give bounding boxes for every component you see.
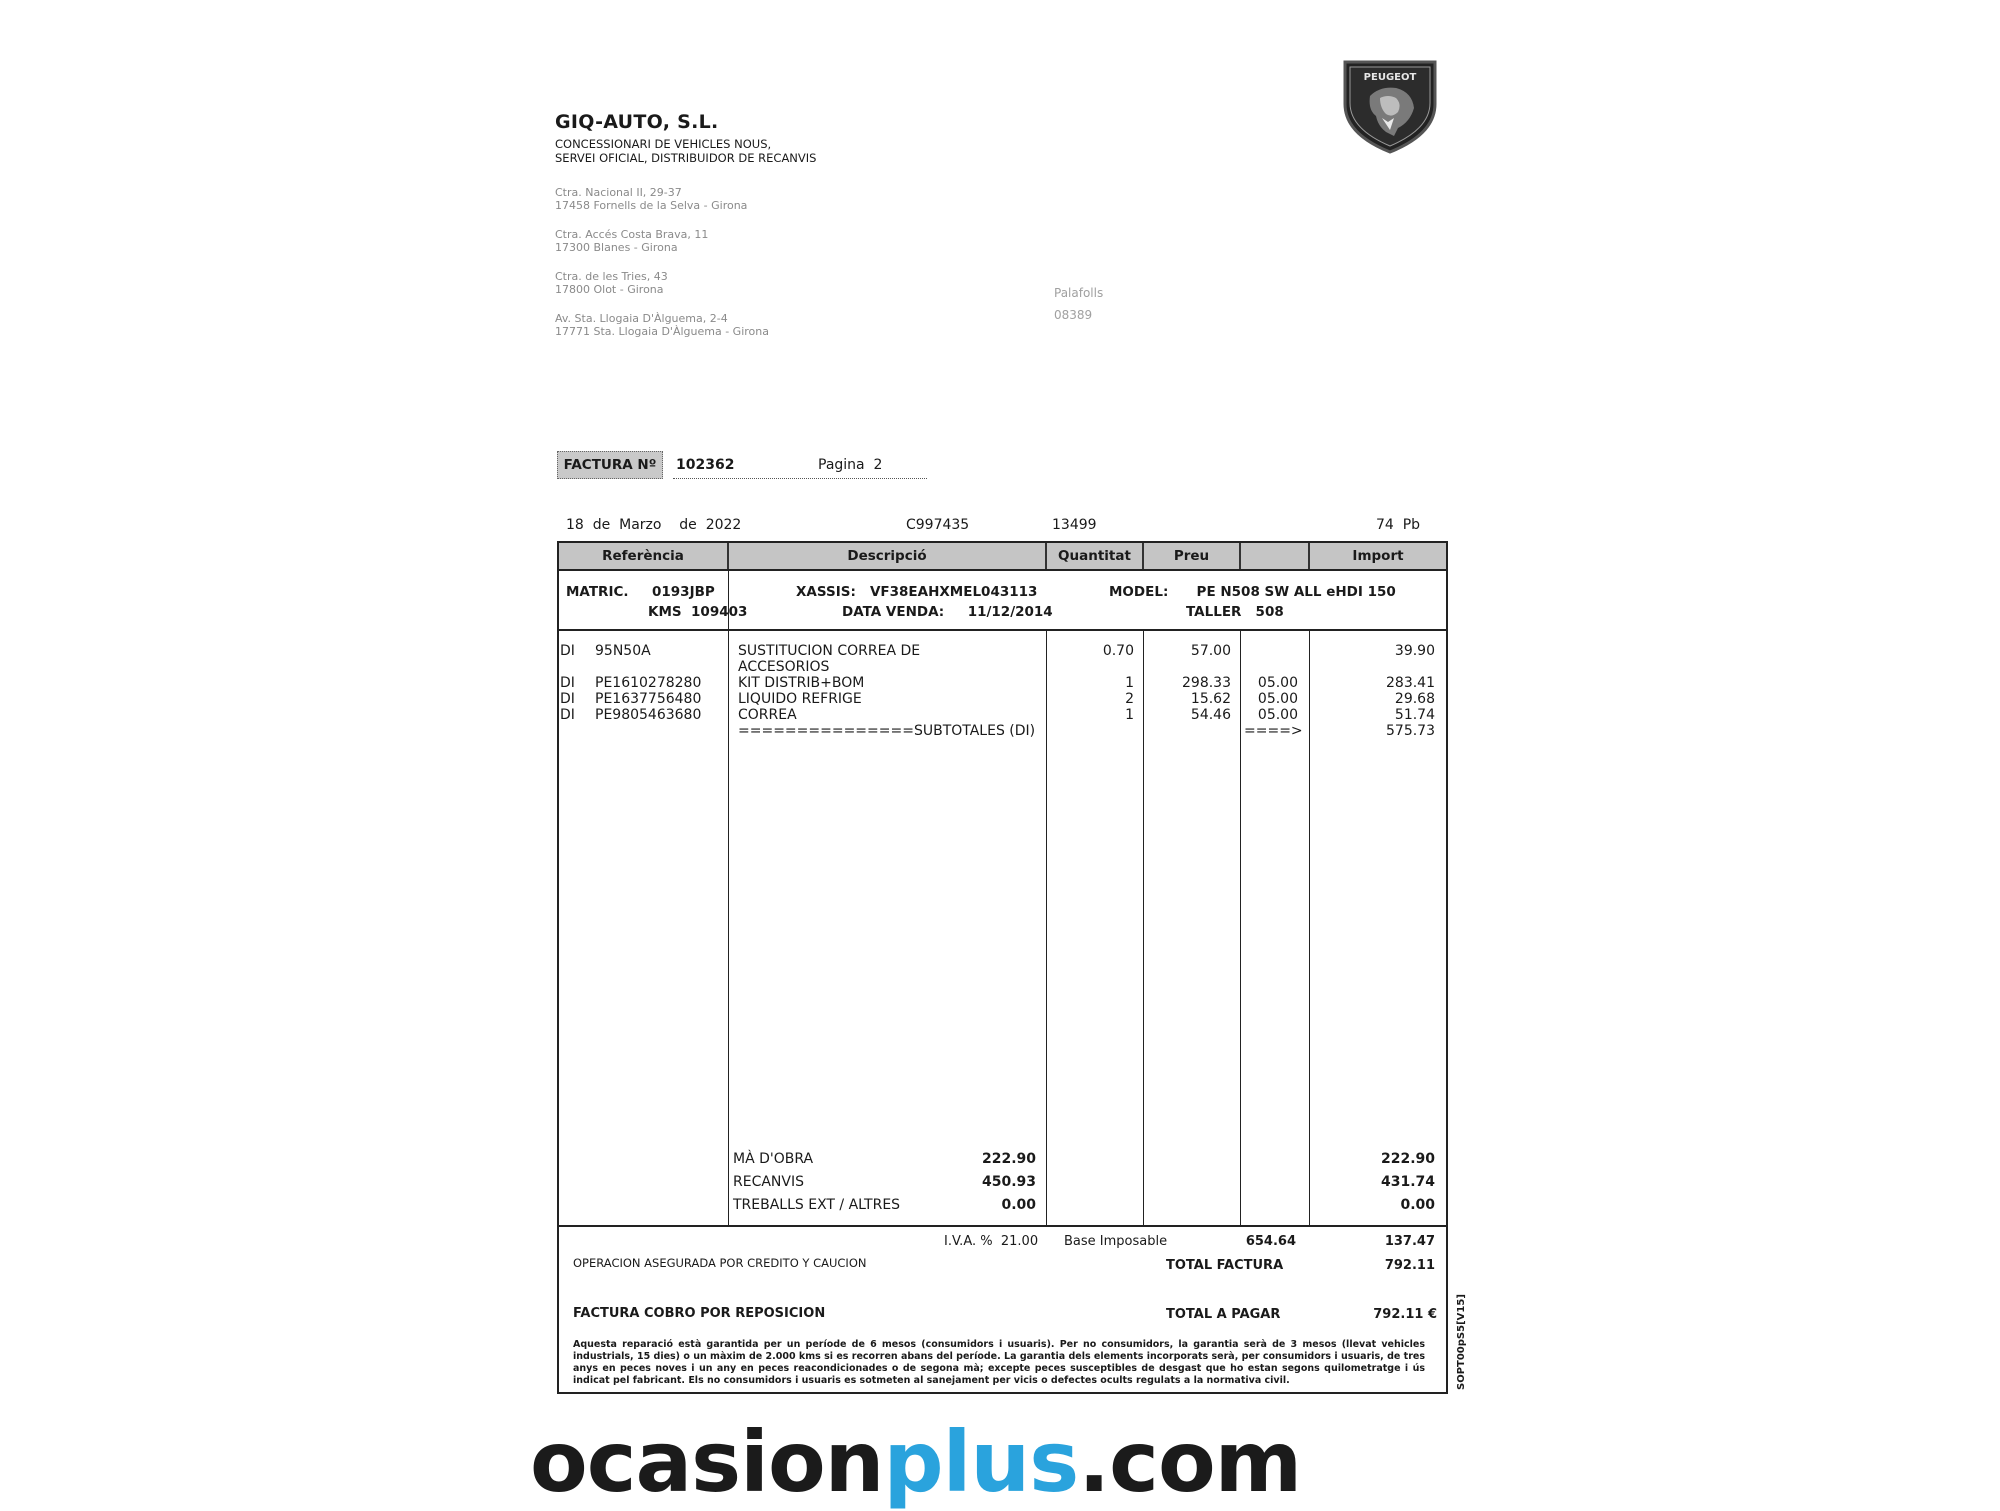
column-header-blank [1241,543,1310,569]
iva-rate [944,1234,1038,1249]
company-address: Ctra. de les Tries, 43 17800 Olot - Girona [555,270,668,296]
brand-logo-text: PEUGEOT [1363,72,1417,83]
vehicle-taller [1186,604,1284,620]
total-factura-value: 792.11 [1384,1258,1435,1273]
column-header-quantitat: Quantitat [1047,543,1144,569]
line-type: DI [560,675,575,691]
summary-amount: 0.00 [1400,1197,1435,1213]
line-amount: 575.73 [1386,723,1435,739]
column-divider [1240,629,1241,1225]
summary-amount: 222.90 [1380,1151,1435,1167]
iva-label: I.V.A. % [944,1234,993,1249]
line-qty: 0.70 [1102,643,1134,659]
matric-label: MATRIC. [566,584,629,600]
invoice-label: FACTURA Nº [557,451,663,479]
legal-text: Aquesta reparació està garantida per un període de 6 mesos (consumidors i usuaris). Per no consumidors, la garantia serà de 3 mesos (llevat vehicles industrials, 15 dies) o un màxim de 2.000 kms si es recorren abans del període. La garantia dels elements incorporats serà, per consumidors i usuaris, de tres anys en peces noves i un any en peces reacondicionades o de segona mà; excepte peces susceptibles de desgast que ho estan segons quilometratge i ús indicat pel fabricant. Els no consumidors i usuaris es sotmeten al sanejament per vicis o defectes ocults regulats a la normativa civil. [573,1339,1425,1386]
data-venda-label: DATA VENDA: [842,604,945,620]
date-month: Marzo [619,517,662,533]
watermark-part: ocasion [530,1413,884,1511]
header-code: C997435 [906,517,970,533]
total-pagar-value: 792.11 € [1373,1307,1437,1322]
iva-amount: 137.47 [1384,1234,1435,1249]
line-qty: 1 [1125,707,1134,723]
total-factura-label: TOTAL FACTURA [1166,1258,1284,1273]
insurance-note: OPERACION ASEGURADA POR CREDITO Y CAUCION [573,1256,867,1270]
line-desc: LIQUIDO REFRIGE [738,691,862,707]
summary-value: 0.00 [1001,1197,1036,1213]
date-de: de [679,517,697,533]
iva-rate-value: 21.00 [1000,1234,1039,1249]
line-price: 15.62 [1190,691,1231,707]
company-address: Av. Sta. Llogaia D'Àlguema, 2-4 17771 Sta. Llogaia D'Àlguema - Girona [555,312,769,338]
line-amount: 29.68 [1394,691,1435,707]
data-venda-value: 11/12/2014 [967,604,1053,620]
ocasionplus-watermark [530,1413,1301,1511]
column-divider [1143,629,1144,1225]
vertical-code: SOPT00pS5[V15] [1456,1294,1467,1390]
taller-label: TALLER [1186,604,1242,620]
line-qty: 2 [1125,691,1134,707]
vehicle-model [1109,584,1396,600]
summary-value: 222.90 [981,1151,1036,1167]
page-label: Pagina [818,457,865,473]
divider [559,629,1446,631]
cobro-note: FACTURA COBRO POR REPOSICION [573,1306,826,1321]
line-amount: 51.74 [1394,707,1435,723]
column-header-import: Import [1310,543,1446,569]
line-desc: ACCESORIOS [738,659,830,675]
line-disc: 05.00 [1257,675,1298,691]
column-header-descripcio: Descripció [729,543,1047,569]
xassis-value: VF38EAHXMEL043113 [869,584,1038,600]
column-divider [1046,629,1047,1225]
watermark-part: .com [1078,1413,1302,1511]
line-desc: SUSTITUCION CORREA DE [738,643,921,659]
line-price: 57.00 [1190,643,1231,659]
date-day: 18 [566,517,584,533]
matric-value: 0193JBP [652,584,715,600]
summary-label: RECANVIS [733,1174,804,1190]
vehicle-xassis [796,584,1037,600]
line-type: DI [560,707,575,723]
recipient-city: Palafolls [1054,286,1104,300]
line-ref: PE1637756480 [595,691,702,707]
column-header-referencia: Referència [559,543,729,569]
line-price: 298.33 [1182,675,1231,691]
taller-value: 508 [1255,604,1284,620]
header-code: 13499 [1052,517,1097,533]
model-value: PE N508 SW ALL eHDI 150 [1196,584,1396,600]
summary-label: TREBALLS EXT / ALTRES [733,1197,901,1213]
summary-amount: 431.74 [1380,1174,1435,1190]
invoice-number: 102362 [676,457,735,473]
page-indicator [818,457,882,473]
vehicle-data-venda [842,604,1053,620]
line-qty: 1 [1125,675,1134,691]
company-description: CONCESSIONARI DE VEHICLES NOUS, SERVEI OFICIAL, DISTRIBUIDOR DE RECANVIS [555,137,817,165]
line-amount: 283.41 [1386,675,1435,691]
column-header-preu: Preu [1144,543,1241,569]
divider [559,569,1446,571]
base-imposable-label: Base Imposable [1064,1234,1168,1249]
line-ref: PE9805463680 [595,707,702,723]
model-label: MODEL: [1109,584,1169,600]
invoice-date [566,517,741,533]
line-disc: 05.00 [1257,691,1298,707]
line-desc: KIT DISTRIB+BOM [738,675,865,691]
column-divider [728,569,729,1225]
line-amount: 39.90 [1394,643,1435,659]
summary-label: MÀ D'OBRA [733,1151,814,1167]
line-ref: 95N50A [595,643,651,659]
header-code-number: 74 [1376,517,1394,533]
peugeot-lion-shield-icon [1340,56,1440,154]
company-address: Ctra. Nacional II, 29-37 17458 Fornells de la Selva - Girona [555,186,748,212]
vehicle-kms [648,604,747,620]
xassis-label: XASSIS: [796,584,856,600]
date-year: 2022 [705,517,742,533]
invoice-underline [673,478,927,479]
page-number: 2 [873,457,883,473]
recipient-postcode: 08389 [1054,308,1093,322]
line-desc: CORREA [738,707,797,723]
divider [559,1225,1446,1227]
header-code [1376,517,1420,533]
line-disc: ====> [1244,723,1303,739]
line-ref: PE1610278280 [595,675,702,691]
date-de: de [592,517,611,533]
line-desc: ===============SUBTOTALES (DI) [738,723,1036,739]
kms-value: 109403 [691,604,748,620]
company-address: Ctra. Accés Costa Brava, 11 17300 Blanes - Girona [555,228,709,254]
line-price: 54.46 [1190,707,1231,723]
summary-value: 450.93 [981,1174,1036,1190]
line-disc: 05.00 [1257,707,1298,723]
company-name: GIQ-AUTO, S.L. [555,111,719,133]
vehicle-matric [566,584,715,600]
line-type: DI [560,643,575,659]
kms-label: KMS [648,604,682,620]
watermark-part: plus [883,1413,1079,1511]
table-header [559,543,1446,569]
line-type: DI [560,691,575,707]
total-pagar-label: TOTAL A PAGAR [1166,1307,1281,1322]
column-divider [1309,629,1310,1225]
base-imposable-value: 654.64 [1245,1234,1296,1249]
header-code-suffix: Pb [1402,517,1421,533]
